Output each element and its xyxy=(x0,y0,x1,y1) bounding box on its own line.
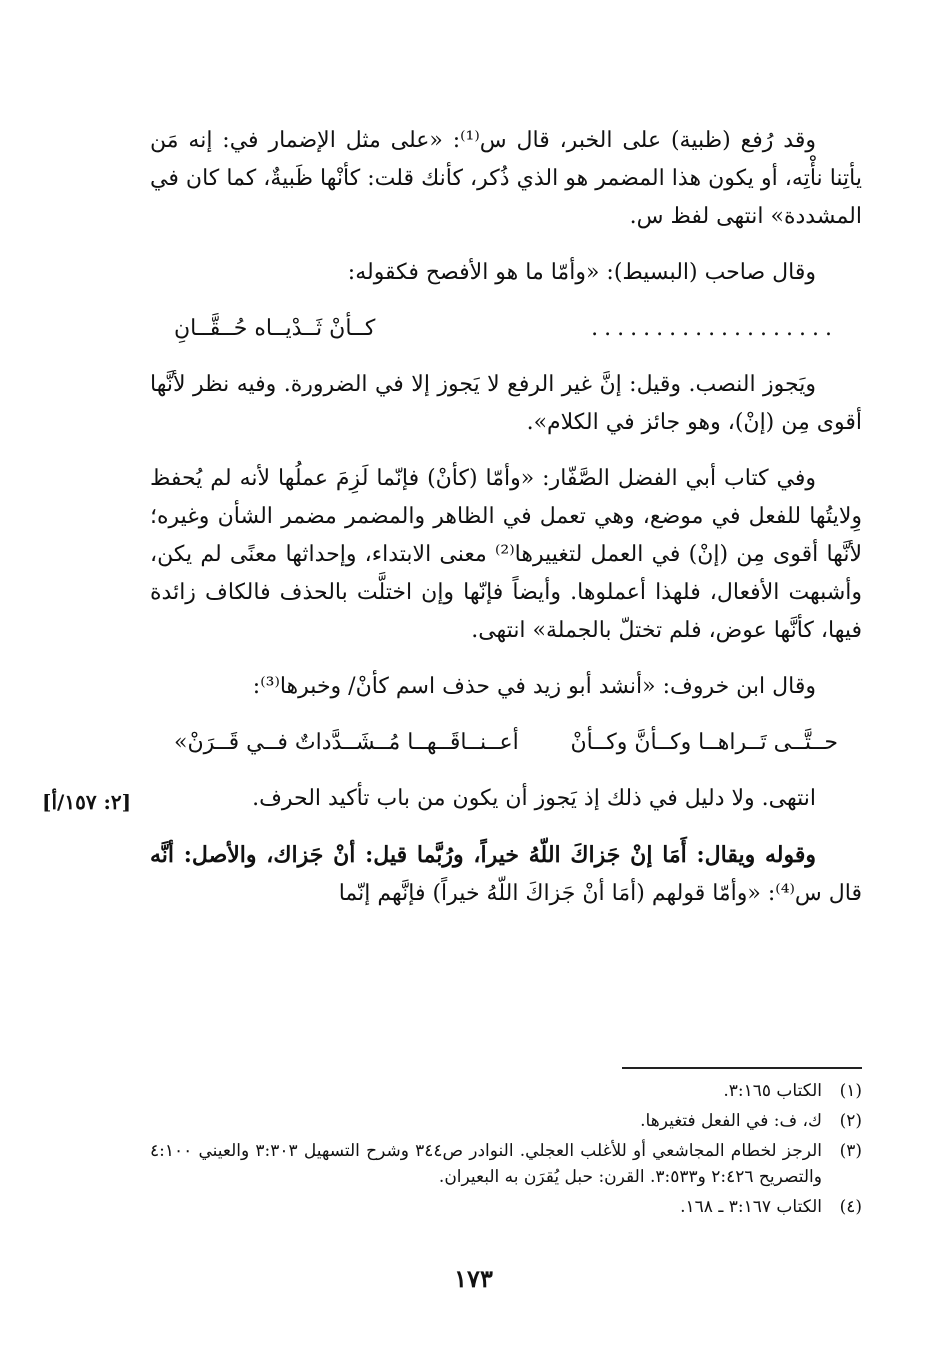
paragraph-3-text: ويَجوز النصب. وقيل: إنَّ غير الرفع لا يَجوز إلا في الضرورة. وفيه نظر لأنَّها أقوى مِن (إنْ)، وهو جائز في الكلام». xyxy=(150,372,862,435)
paragraph-1-text: وقد رُفع (ظبية) على الخبر، قال س⁽¹⁾: «على مثل الإضمار في: إنه مَن يأتِنا نأْتِه، أو يكون هذا المضمر هو الذي ذُكر، كأنك قلت: كأنْها ظَبيةٌ، كما كان في المشددة» انتهى لفظ س. xyxy=(150,128,862,229)
page-number: ١٧٣ xyxy=(454,1264,493,1293)
paragraph-6 xyxy=(150,780,862,818)
verse-1-second-hemistich: كــأنْ ثَــدْيــاه حُــقَّــانِ xyxy=(174,316,376,341)
footnote-number: (٣) xyxy=(839,1141,862,1161)
paragraph-4 xyxy=(150,460,862,650)
paragraph-7-bold-text: وقوله ويقال: أَمَا إنْ جَزاكَ اللّهُ خيراً، ورُبَّما قيل: أنْ جَزاك، والأصل: أنَّه xyxy=(150,842,816,868)
footnote-item xyxy=(150,1194,862,1220)
footnote-item xyxy=(150,1108,862,1134)
footnote-text: الكتاب ٣:١٦٧ ـ ١٦٨. xyxy=(680,1197,822,1217)
footnote-text: الرجز لخطام المجاشعي أو للأغلب العجلي. النوادر ص٣٤٤ وشرح التسهيل ٣:٣٠٣ والعيني ٤:١٠٠ والتصريح ٢:٤٢٦ و٣:٥٣٣. القرن: حبل يُقرَن به البعيران. xyxy=(150,1141,822,1187)
paragraph-1 xyxy=(150,122,862,236)
paragraph-5-text: وقال ابن خروف: «أنشد أبو زيد في حذف اسم كأنْ/ وخبرها⁽³⁾: xyxy=(252,674,816,699)
footnotes xyxy=(150,1078,862,1224)
footnote-number: (٤) xyxy=(839,1197,862,1217)
paragraph-5 xyxy=(150,668,862,706)
verse-1 xyxy=(174,310,838,348)
paragraph-7-text: قال س⁽⁴⁾: «وأمّا قولهم (أمَا أنْ جَزاكَ اللّهُ خيراً) فإنَّهم إنّما xyxy=(338,881,862,906)
footnote-text: ك، ف: في الفعل فتغيرها. xyxy=(640,1111,822,1131)
footnote-separator xyxy=(622,1067,862,1069)
margin-manuscript-reference: [٢: ١٥٧/أ] xyxy=(42,790,132,814)
paragraph-4-text: وفي كتاب أبي الفضل الصَّفّار: «وأمّا (كأنْ) فإنّما لَزِمَ عملُها لأنه لم يُحفظ وِلايتُها للفعل في موضع، وهي تعمل في الظاهر والمضمر مضمر الشأن وغيره؛ لأنَّها أقوى مِن (إنْ) في العمل لتغييرها⁽²⁾ معنى الابتداء، وإحداثها معنًى لم يكن، وأشبهت الأفعال، فلهذا أعملوها. وأيضاً فإنّها وإن اختلَّت بالحذف فالكاف زائدة فيها، كأنَّها عوض، فلم تختلّ بالجملة» انتهى. xyxy=(150,466,862,643)
footnote-number: (٢) xyxy=(839,1111,862,1131)
paragraph-2-text: وقال صاحب (البسيط): «وأمّا ما هو الأفصح فكقوله: xyxy=(347,260,816,285)
footnote-number: (١) xyxy=(839,1081,862,1101)
verse-2-first-hemistich: حــتَّــى تَــراهــا وكــأنَّ وكــأنْ xyxy=(570,730,838,755)
main-text xyxy=(150,122,862,931)
verse-1-ellipsis: ................... xyxy=(591,316,838,341)
paragraph-6-text: انتهى. ولا دليل في ذلك إذ يَجوز أن يكون من باب تأكيد الحرف. xyxy=(252,786,816,811)
footnote-text: الكتاب ٣:١٦٥. xyxy=(723,1081,822,1101)
paragraph-7 xyxy=(150,836,862,913)
footnote-item xyxy=(150,1078,862,1104)
verse-2-second-hemistich: أعــنــاقَــهــا مُــشَــدَّداتٌ فــي قَــرَنْ» xyxy=(174,730,519,755)
verse-2 xyxy=(174,724,838,762)
paragraph-3 xyxy=(150,366,862,442)
paragraph-2 xyxy=(150,254,862,292)
footnote-item xyxy=(150,1138,862,1190)
